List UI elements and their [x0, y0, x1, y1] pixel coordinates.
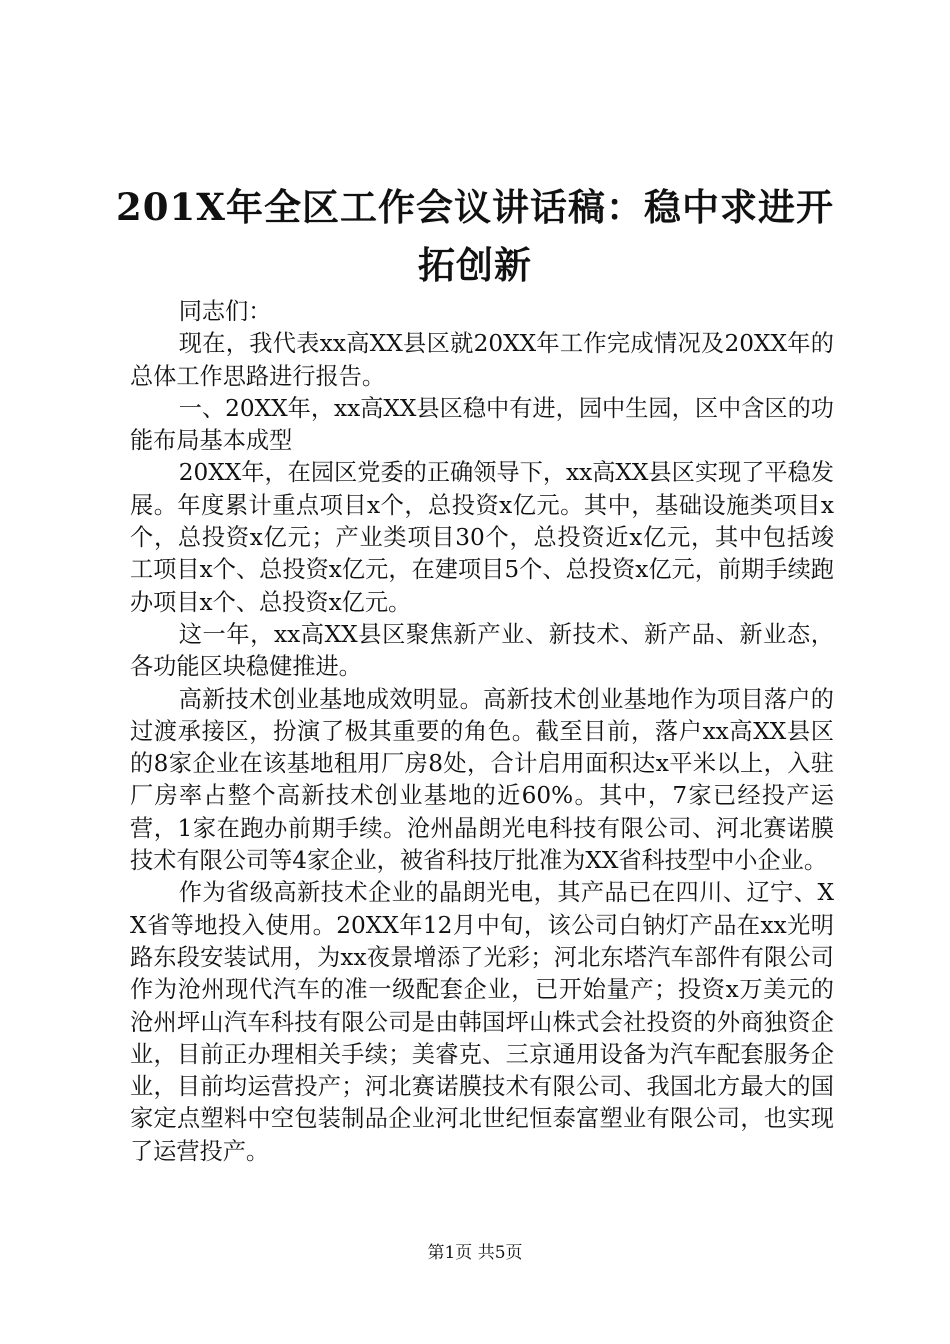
document-body — [130, 296, 834, 1168]
intro-paragraph: 现在，我代表xx高XX县区就20XX年工作完成情况及20XX年的总体工作思路进行报告。 — [130, 330, 834, 390]
document-title: 201X年全区工作会议讲话稿：稳中求进开拓创新 — [116, 185, 834, 287]
page-footer: 第1页 共5页 — [427, 1243, 523, 1263]
body-paragraph: 高新技术创业基地成效明显。高新技术创业基地作为项目落户的过渡承接区，扮演了极其重要的角色。截至目前，落户xx高XX县区的8家企业在该基地租用厂房8处，合计启用面积达x平米以上，入驻厂房率占整个高新技术创业基地的近60%。其中，7家已经投产运营，1家在跑办前期手续。沧州晶朗光电科技有限公司、河北赛诺膜技术有限公司等4家企业，被省科技厅批准为XX省科技型中小企业。 — [130, 685, 834, 875]
body-paragraph: 作为省级高新技术企业的晶朗光电，其产品已在四川、辽宁、XX省等地投入使用。20XX年12月中旬，该公司白钠灯产品在xx光明路东段安装试用，为xx夜景增添了光彩；河北东塔汽车部件有限公司作为沧州现代汽车的准一级配套企业，已开始量产；投资x万美元的沧州坪山汽车科技有限公司是由韩国坪山株式会社投资的外商独资企业，目前正办理相关手续；美睿克、三京通用设备为汽车配套服务企业，目前均运营投产；河北赛诺膜技术有限公司、我国北方最大的国家定点塑料中空包装制品企业河北世纪恒泰富塑业有限公司，也实现了运营投产。 — [130, 879, 834, 1165]
body-paragraph: 这一年，xx高XX县区聚焦新产业、新技术、新产品、新业态，各功能区块稳健推进。 — [130, 620, 834, 681]
section-heading-paragraph: 一、20XX年，xx高XX县区稳中有进，园中生园，区中含区的功能布局基本成型 — [130, 394, 834, 455]
body-paragraph: 20XX年，在园区党委的正确领导下，xx高XX县区实现了平稳发展。年度累计重点项目x个，总投资x亿元。其中，基础设施类项目x个，总投资x亿元；产业类项目30个，总投资近x亿元，其中包括竣工项目x个、总投资x亿元，在建项目5个、总投资x亿元，前期手续跑办项目x个、总投资x亿元。 — [130, 459, 834, 616]
salutation-paragraph: 同志们： — [178, 298, 272, 325]
